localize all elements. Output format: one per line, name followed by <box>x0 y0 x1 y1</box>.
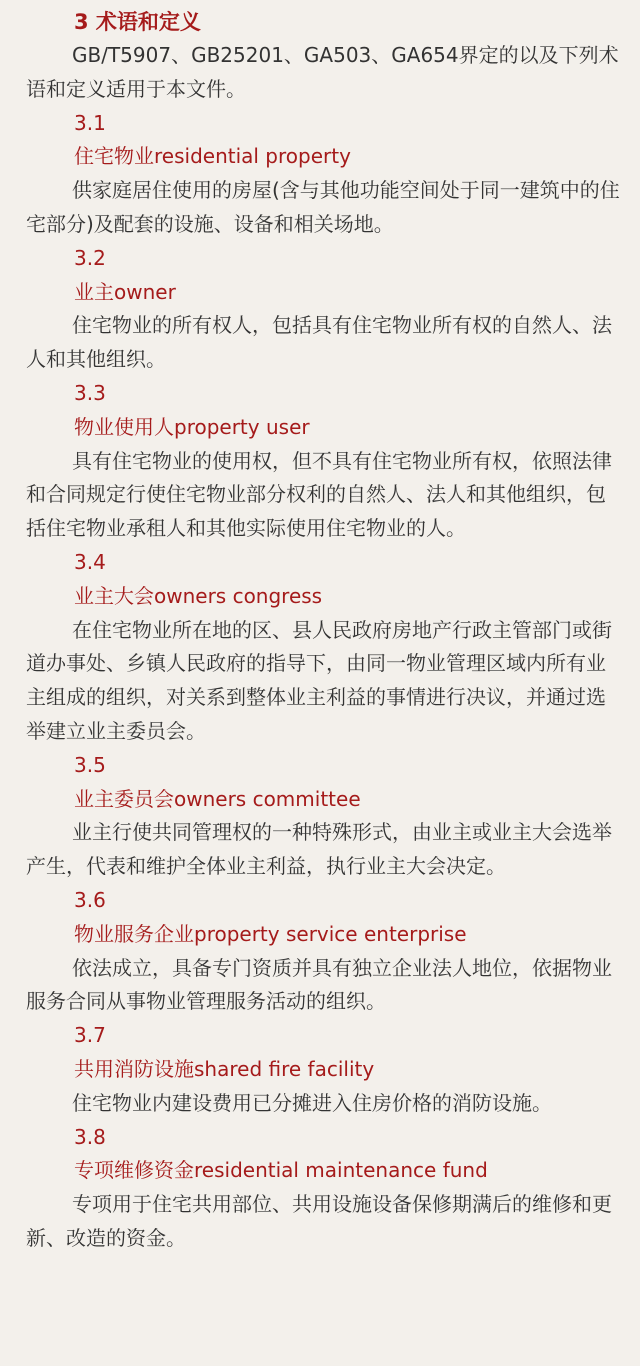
term-name: 住宅物业residential property <box>74 144 351 169</box>
term-name: 业主owner <box>74 279 176 304</box>
term-name: 物业服务企业property service enterprise <box>74 921 467 946</box>
term-definition: 供家庭居住使用的房屋(含与其他功能空间处于同一建筑中的住宅部分)及配套的设施、设备和相关场地。 <box>26 178 620 236</box>
term-definition: 依法成立，具备专门资质并具有独立企业法人地位，依据物业服务合同从事物业管理服务活动的组织。 <box>26 955 612 1014</box>
term-number: 3.5 <box>74 752 106 777</box>
term-definition: 住宅物业内建设费用已分摊进入住房价格的消防设施。 <box>72 1090 552 1115</box>
term-definition: 专项用于住宅共用部位、共用设施设备保修期满后的维修和更新、改造的资金。 <box>26 1192 612 1250</box>
term-number: 3.6 <box>74 887 106 912</box>
term-number: 3.4 <box>74 549 106 574</box>
term-number: 3.2 <box>74 245 106 270</box>
section-title: 3 术语和定义 <box>74 10 201 34</box>
term-definition: 住宅物业的所有权人，包括具有住宅物业所有权的自然人、法人和其他组织。 <box>26 313 612 372</box>
term-definition: 在住宅物业所在地的区、县人民政府房地产行政主管部门或街道办事处、乡镇人民政府的指导下，由同一物业管理区域内所有业主组成的组织，对关系到整体业主利益的事情进行决议，并通过选举建立业主委员会。 <box>26 617 612 743</box>
term-definition: 具有住宅物业的使用权，但不具有住宅物业所有权，依照法律和合同规定行使住宅物业部分权利的自然人、法人和其他组织，包括住宅物业承租人和其他实际使用住宅物业的人。 <box>26 448 612 541</box>
term-name: 专项维修资金residential maintenance fund <box>74 1158 488 1183</box>
term-number: 3.3 <box>74 380 106 405</box>
term-name: 业主大会owners congress <box>74 583 323 608</box>
term-name: 业主委员会owners committee <box>74 786 361 811</box>
section-intro: GB/T5907、GB25201、GA503、GA654界定的以及下列术语和定义适用于本文件。 <box>26 43 619 101</box>
term-number: 3.7 <box>74 1023 106 1048</box>
term-number: 3.8 <box>74 1124 106 1149</box>
term-name: 共用消防设施shared fire facility <box>74 1056 375 1081</box>
term-name: 物业使用人property user <box>74 414 310 439</box>
term-definition: 业主行使共同管理权的一种特殊形式，由业主或业主大会选举产生，代表和维护全体业主利益，执行业主大会决定。 <box>26 820 612 879</box>
term-number: 3.1 <box>74 110 106 135</box>
